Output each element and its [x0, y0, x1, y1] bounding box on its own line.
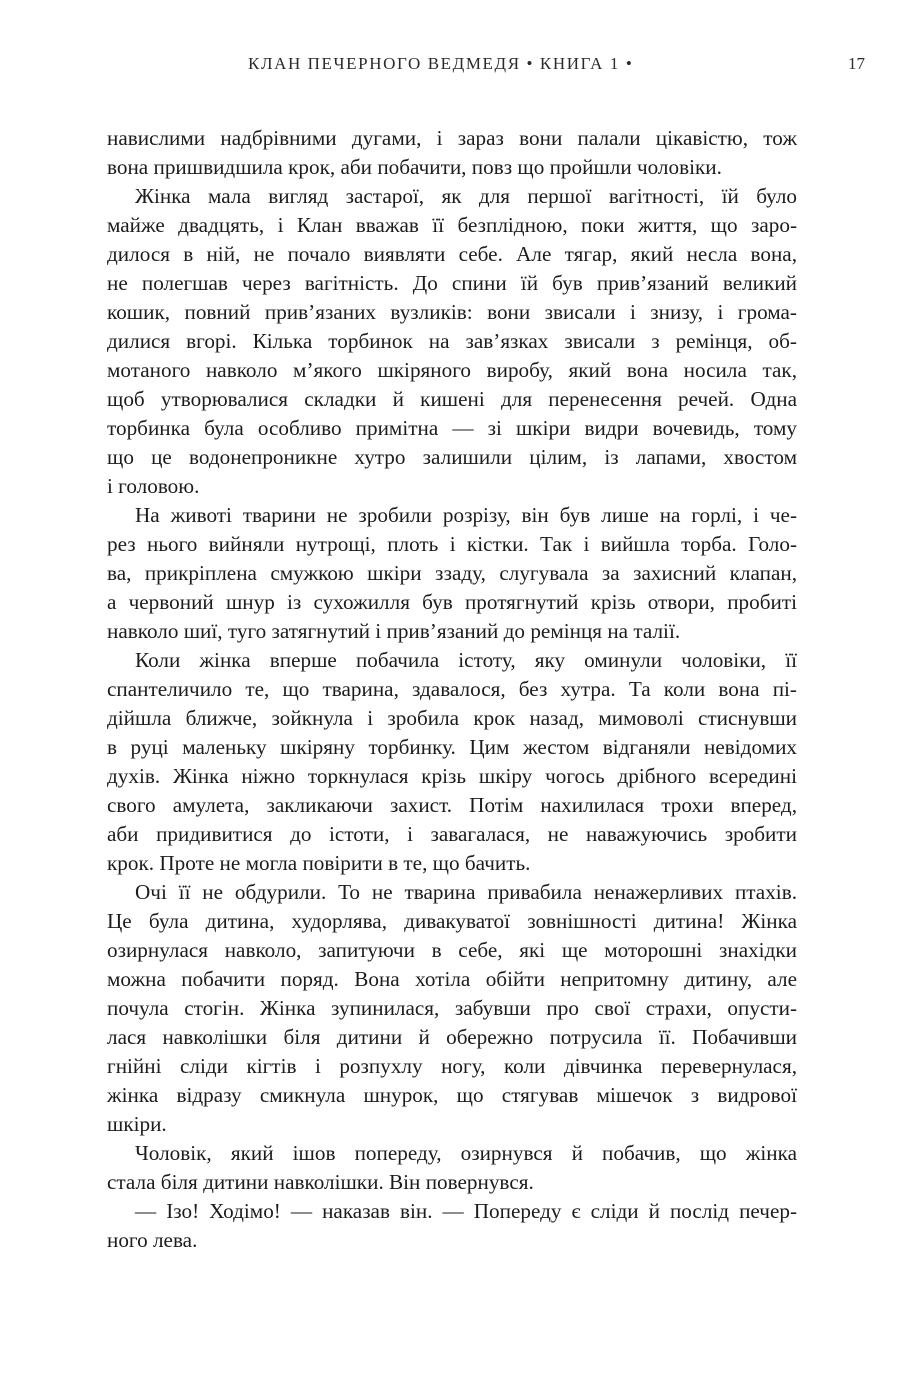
text-line: духів. Жінка ніжно торкнулася крізь шкіру чогось дрібного всередині [107, 764, 797, 788]
text-line: дійшла ближче, зойкнула і зробила крок назад, мимоволі стиснувши [107, 706, 797, 730]
page-number: 17 [848, 54, 865, 73]
text-line: Коли жінка вперше побачила істоту, яку оминули чоловіки, її [135, 648, 797, 672]
text-line: а червоний шнур із сухожилля був протягнутий крізь отвори, пробиті [107, 590, 797, 614]
text-line: не полегшав через вагітність. До спини їй був прив’язаний великий [107, 271, 797, 295]
text-line: дилися вгорі. Кілька торбинок на зав’язках звисали з ремінця, об- [107, 329, 797, 353]
text-line: спантеличило те, що тварина, здавалося, без хутра. Та коли вона пі- [107, 677, 797, 701]
text-line: дилося в ній, не почало виявляти себе. Але тягар, який несла вона, [107, 242, 797, 266]
text-line: ва, прикріплена смужкою шкіри ззаду, слугувала за захисний клапан, [107, 561, 797, 585]
text-line: навислими надбрівними дугами, і зараз вони палали цікавістю, тож [107, 126, 797, 150]
text-line: мотаного навколо м’якого шкіряного виробу, який вона носила так, [107, 358, 797, 382]
text-line: лася навколішки біля дитини й обережно потрусила її. Побачивши [107, 1025, 797, 1049]
body-text [107, 124, 797, 1255]
text-line: Очі її не обдурили. То не тварина привабила ненажерливих птахів. [135, 880, 797, 904]
text-line: навколо шиї, туго затягнутий і прив’язаний до ремінця на талії. [107, 619, 681, 643]
text-line: крок. Проте не могла повірити в те, що бачить. [107, 851, 531, 875]
running-title: КЛАН ПЕЧЕРНОГО ВЕДМЕДЯ • КНИГА 1 • [248, 54, 634, 73]
text-line: Жінка мала вигляд застарої, як для першої вагітності, їй було [135, 184, 797, 208]
text-line: що це водонепроникне хутро залишили цілим, із лапами, хвостом [107, 445, 797, 469]
paragraph [107, 124, 797, 182]
text-line: Чоловік, який ішов попереду, озирнувся й побачив, що жінка [135, 1141, 797, 1165]
paragraph [107, 182, 797, 501]
text-line: гнійні сліди кігтів і розпухлу ногу, коли дівчинка перевернулася, [107, 1054, 797, 1078]
paragraph [107, 646, 797, 878]
text-line: і головою. [107, 474, 200, 498]
text-line: кошик, повний прив’язаних вузликів: вони звисали і знизу, і грома- [107, 300, 797, 324]
text-line: шкіри. [107, 1112, 167, 1136]
text-line: торбинка була особливо примітна — зі шкіри видри вочевидь, тому [107, 416, 797, 440]
text-line: аби придивитися до істоти, і завагалася, не наважуючись зробити [107, 822, 797, 846]
text-line: майже двадцять, і Клан вважав її безплідною, поки життя, що заро- [107, 213, 797, 237]
text-line: На животі тварини не зробили розрізу, він був лише на горлі, і че- [135, 503, 797, 527]
running-head [0, 54, 915, 78]
text-line: в руці маленьку шкіряну торбинку. Цим жестом відганяли невідомих [107, 735, 797, 759]
text-line: стала біля дитини навколішки. Він повернувся. [107, 1170, 534, 1194]
text-line: свого амулета, закликаючи захист. Потім нахилилася трохи вперед, [107, 793, 797, 817]
text-line: жінка відразу смикнула шнурок, що стягував мішечок з видрової [107, 1083, 797, 1107]
text-line: вона пришвидшила крок, аби побачити, повз що пройшли чоловіки. [107, 155, 722, 179]
text-line: Це була дитина, худорлява, дивакуватої зовнішності дитина! Жінка [107, 909, 797, 933]
paragraph [107, 1197, 797, 1255]
text-line: почула стогін. Жінка зупинилася, забувши про свої страхи, опусти- [107, 996, 797, 1020]
text-line: озирнулася навколо, запитуючи в себе, які ще моторошні знахідки [107, 938, 797, 962]
text-line: ного лева. [107, 1228, 198, 1252]
text-line: — Ізо! Ходімо! — наказав він. — Попереду є сліди й послід печер- [135, 1199, 797, 1223]
text-line: можна побачити поряд. Вона хотіла обійти непритомну дитину, але [107, 967, 797, 991]
text-line: рез нього вийняли нутрощі, плоть і кістки. Так і вийшла торба. Голо- [107, 532, 797, 556]
paragraph [107, 878, 797, 1139]
paragraph [107, 1139, 797, 1197]
text-line: щоб утворювалися складки й кишені для перенесення речей. Одна [107, 387, 797, 411]
paragraph [107, 501, 797, 646]
